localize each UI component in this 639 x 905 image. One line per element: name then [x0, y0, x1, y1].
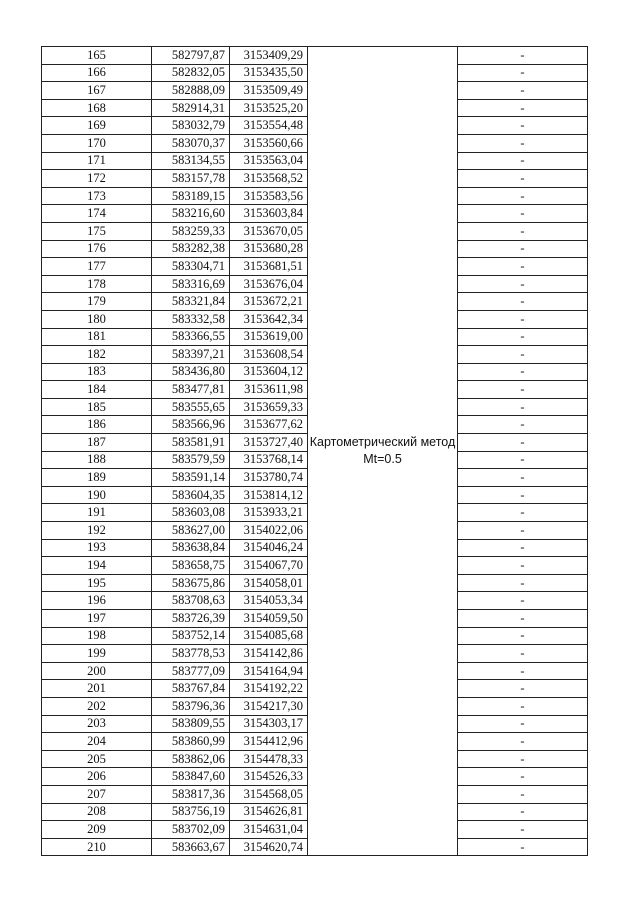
- coordinate-x: 583817,36: [152, 785, 230, 803]
- accuracy-value: -: [458, 82, 588, 100]
- accuracy-value: -: [458, 152, 588, 170]
- coordinate-x: 583860,99: [152, 733, 230, 751]
- coordinate-x: 583316,69: [152, 275, 230, 293]
- coordinate-x: 583796,36: [152, 697, 230, 715]
- point-number: 170: [42, 134, 152, 152]
- point-number: 177: [42, 258, 152, 276]
- coordinate-x: 583809,55: [152, 715, 230, 733]
- coordinate-x: 583304,71: [152, 258, 230, 276]
- coordinate-y: 3153727,40: [230, 434, 308, 452]
- coordinate-x: 582797,87: [152, 47, 230, 65]
- point-number: 205: [42, 750, 152, 768]
- accuracy-value: -: [458, 662, 588, 680]
- coordinate-x: 582914,31: [152, 99, 230, 117]
- coordinate-x: 583638,84: [152, 539, 230, 557]
- accuracy-value: -: [458, 381, 588, 399]
- coordinate-x: 583767,84: [152, 680, 230, 698]
- point-number: 178: [42, 275, 152, 293]
- accuracy-value: -: [458, 293, 588, 311]
- coordinate-y: 3154022,06: [230, 522, 308, 540]
- coordinate-y: 3153568,52: [230, 170, 308, 188]
- coordinate-y: 3153768,14: [230, 451, 308, 469]
- coordinate-y: 3154568,05: [230, 785, 308, 803]
- coordinate-x: 583702,09: [152, 821, 230, 839]
- point-number: 190: [42, 486, 152, 504]
- coordinate-y: 3153611,98: [230, 381, 308, 399]
- coordinate-y: 3154046,24: [230, 539, 308, 557]
- coordinate-y: 3153680,28: [230, 240, 308, 258]
- accuracy-value: -: [458, 785, 588, 803]
- coordinate-y: 3153780,74: [230, 469, 308, 487]
- accuracy-value: -: [458, 733, 588, 751]
- point-number: 185: [42, 398, 152, 416]
- coordinate-x: 583259,33: [152, 222, 230, 240]
- coordinate-x: 583862,06: [152, 750, 230, 768]
- coordinate-x: 582832,05: [152, 64, 230, 82]
- point-number: 195: [42, 574, 152, 592]
- coordinate-y: 3153603,84: [230, 205, 308, 223]
- coordinate-y: 3154631,04: [230, 821, 308, 839]
- point-number: 175: [42, 222, 152, 240]
- accuracy-value: -: [458, 680, 588, 698]
- coordinate-y: 3153642,34: [230, 310, 308, 328]
- coordinate-x: 583332,58: [152, 310, 230, 328]
- coordinates-table: [41, 46, 588, 856]
- point-number: 171: [42, 152, 152, 170]
- coordinate-y: 3154192,22: [230, 680, 308, 698]
- accuracy-value: -: [458, 592, 588, 610]
- accuracy-value: -: [458, 170, 588, 188]
- accuracy-value: -: [458, 574, 588, 592]
- coordinate-x: 583777,09: [152, 662, 230, 680]
- coordinate-y: 3153619,00: [230, 328, 308, 346]
- coordinate-y: 3154303,17: [230, 715, 308, 733]
- point-number: 184: [42, 381, 152, 399]
- coordinate-y: 3153676,04: [230, 275, 308, 293]
- coordinate-x: 583321,84: [152, 293, 230, 311]
- coordinate-x: 583778,53: [152, 645, 230, 663]
- coordinate-y: 3154059,50: [230, 610, 308, 628]
- point-number: 192: [42, 522, 152, 540]
- coordinate-y: 3153670,05: [230, 222, 308, 240]
- accuracy-value: -: [458, 451, 588, 469]
- accuracy-value: -: [458, 750, 588, 768]
- coordinate-y: 3153525,20: [230, 99, 308, 117]
- accuracy-value: -: [458, 768, 588, 786]
- accuracy-value: -: [458, 187, 588, 205]
- coordinate-y: 3153677,62: [230, 416, 308, 434]
- accuracy-value: -: [458, 486, 588, 504]
- coordinate-y: 3154058,01: [230, 574, 308, 592]
- coordinate-y: 3153435,50: [230, 64, 308, 82]
- coordinate-x: 583591,14: [152, 469, 230, 487]
- coordinate-y: 3154626,81: [230, 803, 308, 821]
- point-number: 172: [42, 170, 152, 188]
- accuracy-value: -: [458, 205, 588, 223]
- accuracy-value: -: [458, 64, 588, 82]
- coordinate-x: 583675,86: [152, 574, 230, 592]
- table-row: [42, 47, 588, 65]
- coordinate-x: 583847,60: [152, 768, 230, 786]
- point-number: 186: [42, 416, 152, 434]
- coordinate-y: 3154478,33: [230, 750, 308, 768]
- coordinate-y: 3153583,56: [230, 187, 308, 205]
- coordinate-y: 3153681,51: [230, 258, 308, 276]
- point-number: 180: [42, 310, 152, 328]
- accuracy-value: -: [458, 715, 588, 733]
- point-number: 199: [42, 645, 152, 663]
- coordinate-y: 3154085,68: [230, 627, 308, 645]
- coordinate-y: 3154164,94: [230, 662, 308, 680]
- point-number: 209: [42, 821, 152, 839]
- coordinate-y: 3153659,33: [230, 398, 308, 416]
- point-number: 181: [42, 328, 152, 346]
- point-number: 166: [42, 64, 152, 82]
- point-number: 179: [42, 293, 152, 311]
- point-number: 191: [42, 504, 152, 522]
- accuracy-value: -: [458, 363, 588, 381]
- coordinate-x: 583477,81: [152, 381, 230, 399]
- coordinate-y: 3154526,33: [230, 768, 308, 786]
- coordinate-y: 3154620,74: [230, 838, 308, 856]
- point-number: 194: [42, 557, 152, 575]
- coordinate-x: 583756,19: [152, 803, 230, 821]
- coordinate-x: 583397,21: [152, 346, 230, 364]
- accuracy-value: -: [458, 398, 588, 416]
- accuracy-value: -: [458, 134, 588, 152]
- accuracy-value: -: [458, 47, 588, 65]
- point-number: 167: [42, 82, 152, 100]
- coordinate-x: 583157,78: [152, 170, 230, 188]
- accuracy-value: -: [458, 346, 588, 364]
- point-number: 197: [42, 610, 152, 628]
- method-cell: Картометрический метод Mt=0.5: [308, 47, 458, 856]
- point-number: 173: [42, 187, 152, 205]
- accuracy-value: -: [458, 275, 588, 293]
- coordinate-x: 583663,67: [152, 838, 230, 856]
- point-number: 203: [42, 715, 152, 733]
- accuracy-value: -: [458, 504, 588, 522]
- coordinate-y: 3153604,12: [230, 363, 308, 381]
- point-number: 187: [42, 434, 152, 452]
- point-number: 183: [42, 363, 152, 381]
- point-number: 196: [42, 592, 152, 610]
- point-number: 200: [42, 662, 152, 680]
- point-number: 208: [42, 803, 152, 821]
- coordinates-table-body: [42, 47, 588, 856]
- point-number: 207: [42, 785, 152, 803]
- point-number: 204: [42, 733, 152, 751]
- coordinate-y: 3153409,29: [230, 47, 308, 65]
- coordinate-y: 3154067,70: [230, 557, 308, 575]
- point-number: 202: [42, 697, 152, 715]
- accuracy-value: -: [458, 557, 588, 575]
- coordinate-x: 583134,55: [152, 152, 230, 170]
- accuracy-value: -: [458, 117, 588, 135]
- accuracy-value: -: [458, 99, 588, 117]
- coordinate-x: 583627,00: [152, 522, 230, 540]
- coordinate-y: 3153814,12: [230, 486, 308, 504]
- point-number: 201: [42, 680, 152, 698]
- accuracy-value: -: [458, 258, 588, 276]
- accuracy-value: -: [458, 821, 588, 839]
- accuracy-value: -: [458, 469, 588, 487]
- coordinate-x: 583752,14: [152, 627, 230, 645]
- point-number: 206: [42, 768, 152, 786]
- coordinate-x: 583726,39: [152, 610, 230, 628]
- accuracy-value: -: [458, 838, 588, 856]
- accuracy-value: -: [458, 310, 588, 328]
- coordinate-x: 583282,38: [152, 240, 230, 258]
- coordinate-x: 583566,96: [152, 416, 230, 434]
- point-number: 188: [42, 451, 152, 469]
- coordinate-y: 3153560,66: [230, 134, 308, 152]
- coordinate-y: 3153563,04: [230, 152, 308, 170]
- coordinate-y: 3153554,48: [230, 117, 308, 135]
- accuracy-value: -: [458, 416, 588, 434]
- accuracy-value: -: [458, 645, 588, 663]
- coordinate-y: 3153608,54: [230, 346, 308, 364]
- point-number: 165: [42, 47, 152, 65]
- coordinate-y: 3153509,49: [230, 82, 308, 100]
- accuracy-value: -: [458, 434, 588, 452]
- coordinate-x: 583708,63: [152, 592, 230, 610]
- coordinate-y: 3154142,86: [230, 645, 308, 663]
- point-number: 193: [42, 539, 152, 557]
- accuracy-value: -: [458, 522, 588, 540]
- coordinates-table-page: [41, 46, 587, 856]
- coordinate-x: 583032,79: [152, 117, 230, 135]
- accuracy-value: -: [458, 328, 588, 346]
- coordinate-y: 3153672,21: [230, 293, 308, 311]
- coordinate-x: 583189,15: [152, 187, 230, 205]
- coordinate-x: 583603,08: [152, 504, 230, 522]
- accuracy-value: -: [458, 697, 588, 715]
- coordinate-x: 583216,60: [152, 205, 230, 223]
- coordinate-x: 583579,59: [152, 451, 230, 469]
- coordinate-x: 583436,80: [152, 363, 230, 381]
- accuracy-value: -: [458, 539, 588, 557]
- point-number: 182: [42, 346, 152, 364]
- coordinate-x: 583581,91: [152, 434, 230, 452]
- point-number: 189: [42, 469, 152, 487]
- coordinate-y: 3154217,30: [230, 697, 308, 715]
- point-number: 210: [42, 838, 152, 856]
- coordinate-y: 3154412,96: [230, 733, 308, 751]
- accuracy-value: -: [458, 627, 588, 645]
- point-number: 176: [42, 240, 152, 258]
- coordinate-x: 583555,65: [152, 398, 230, 416]
- point-number: 174: [42, 205, 152, 223]
- coordinate-x: 583366,55: [152, 328, 230, 346]
- coordinate-y: 3154053,34: [230, 592, 308, 610]
- coordinate-x: 582888,09: [152, 82, 230, 100]
- accuracy-value: -: [458, 610, 588, 628]
- coordinate-x: 583604,35: [152, 486, 230, 504]
- coordinate-y: 3153933,21: [230, 504, 308, 522]
- coordinate-x: 583658,75: [152, 557, 230, 575]
- point-number: 198: [42, 627, 152, 645]
- accuracy-value: -: [458, 240, 588, 258]
- point-number: 168: [42, 99, 152, 117]
- accuracy-value: -: [458, 222, 588, 240]
- coordinate-x: 583070,37: [152, 134, 230, 152]
- point-number: 169: [42, 117, 152, 135]
- accuracy-value: -: [458, 803, 588, 821]
